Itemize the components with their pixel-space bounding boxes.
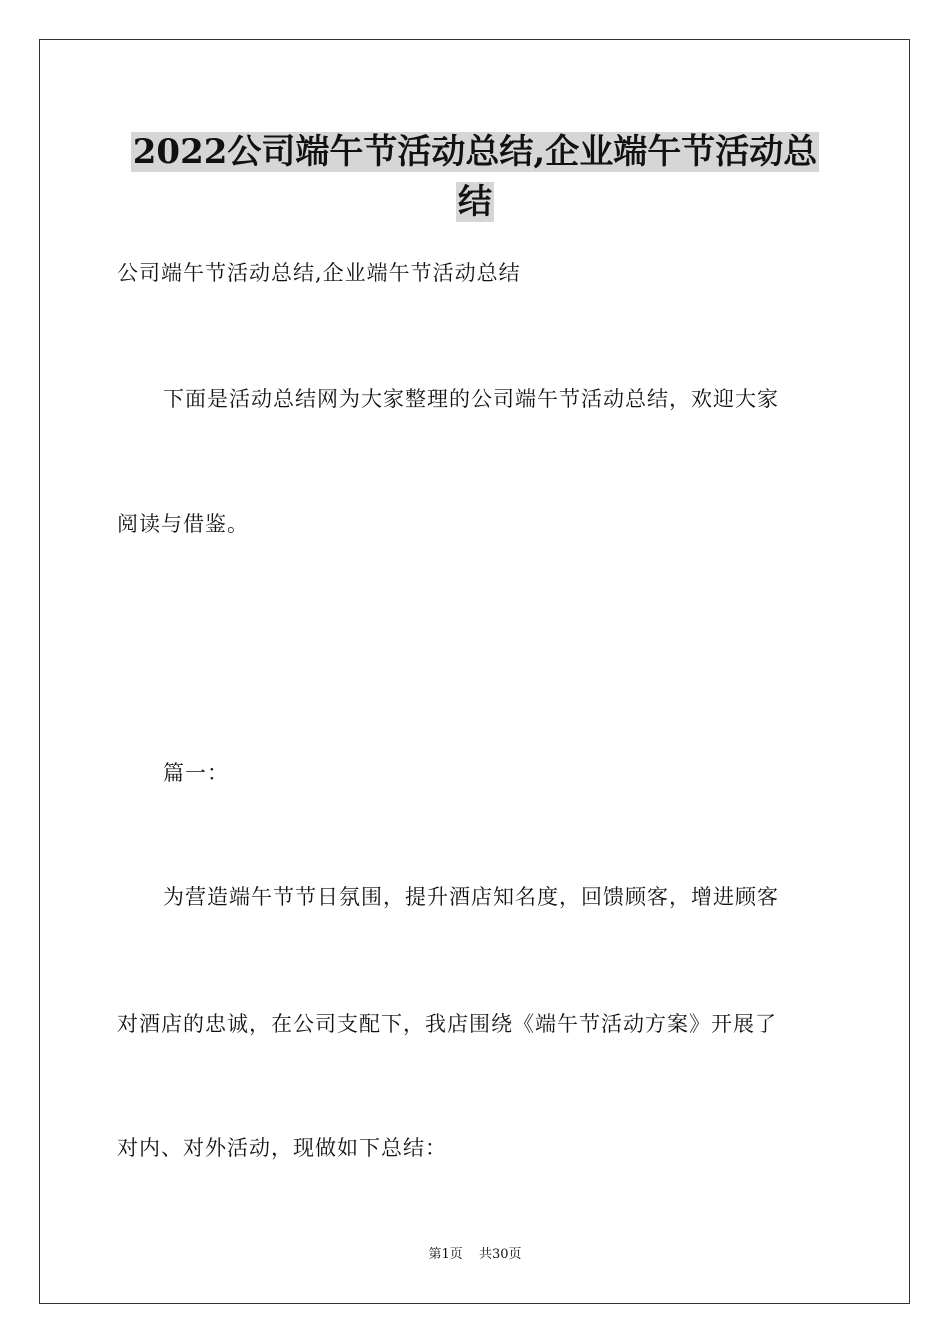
title-highlight-1: 2022公司端午节活动总结,企业端午节活动总 [132,132,818,172]
intro-line-2: 阅读与借鉴。 [117,512,249,536]
section-heading: 篇一： [163,761,229,785]
document-title-line2 [0,177,950,227]
body-line-1: 为营造端午节节日氛围，提升酒店知名度，回馈顾客，增进顾客 [163,885,779,909]
document-title-line1 [0,127,950,177]
page-footer [0,1246,950,1264]
page-border [39,39,910,1304]
title-highlight-2: 结 [458,182,492,222]
body-line-3: 对内、对外活动，现做如下总结： [117,1136,447,1160]
document-subtitle: 公司端午节活动总结,企业端午节活动总结 [117,261,521,285]
page-number-total: 共30页 [478,1247,522,1262]
intro-line-1: 下面是活动总结网为大家整理的公司端午节活动总结，欢迎大家 [163,387,779,411]
page-number-current: 第1页 [428,1247,463,1262]
body-line-2: 对酒店的忠诚，在公司支配下，我店围绕《端午节活动方案》开展了 [117,1012,777,1036]
